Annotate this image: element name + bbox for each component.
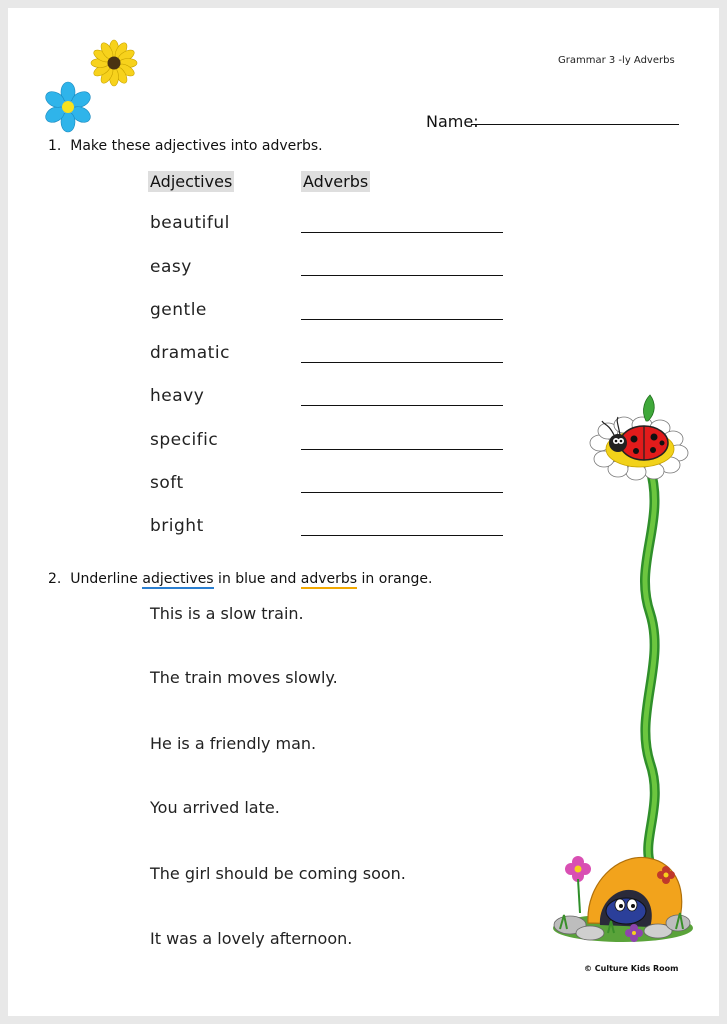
adverb-answer-line[interactable]: [301, 405, 503, 406]
adjective-word: heavy: [150, 386, 205, 406]
sentence-item[interactable]: He is a friendly man.: [150, 734, 317, 753]
question-2-text-part2: in blue and: [213, 571, 301, 587]
adjective-word: beautiful: [150, 213, 230, 233]
adjective-word: bright: [150, 516, 204, 536]
name-input-line[interactable]: [471, 124, 679, 125]
adverb-answer-line[interactable]: [301, 449, 503, 450]
adjective-word: soft: [150, 473, 184, 493]
question-1-text: Make these adjectives into adverbs.: [70, 138, 323, 154]
worksheet-title: Grammar 3 -ly Adverbs: [558, 55, 675, 66]
sentence-item[interactable]: It was a lovely afternoon.: [150, 929, 353, 948]
adjective-word: easy: [150, 257, 192, 277]
adverb-answer-line[interactable]: [301, 362, 503, 363]
question-2-number: 2.: [48, 571, 62, 587]
question-2-text-part1: Underline: [70, 571, 143, 587]
blue-flower-icon: [42, 81, 94, 133]
adjective-word: dramatic: [150, 343, 230, 363]
adverb-answer-line[interactable]: [301, 232, 503, 233]
adjectives-column-header: Adjectives: [150, 172, 233, 191]
adverb-answer-line[interactable]: [301, 492, 503, 493]
adverb-answer-line[interactable]: [301, 535, 503, 536]
adverbs-keyword: adverbs: [300, 571, 358, 587]
adverbs-column-header: Adverbs: [303, 172, 369, 191]
copyright-notice: © Culture Kids Room: [584, 964, 679, 973]
yellow-flower-icon: [90, 39, 138, 87]
adverb-answer-line[interactable]: [301, 275, 503, 276]
adjectives-keyword: adjectives: [142, 571, 214, 587]
name-label: Name:: [426, 112, 479, 131]
question-2-prompt: [48, 571, 432, 587]
question-1-prompt: [48, 138, 323, 154]
adjective-word: specific: [150, 430, 219, 450]
sentence-item[interactable]: This is a slow train.: [150, 604, 304, 623]
question-2-text-part3: in orange.: [357, 571, 433, 587]
adjective-word: gentle: [150, 300, 207, 320]
question-1-number: 1.: [48, 138, 62, 154]
sentence-item[interactable]: You arrived late.: [150, 798, 280, 817]
sentence-item[interactable]: The train moves slowly.: [150, 668, 338, 687]
adverb-answer-line[interactable]: [301, 319, 503, 320]
ladybug-flower-illustration: [538, 393, 708, 953]
sentence-item[interactable]: The girl should be coming soon.: [150, 864, 406, 883]
worksheet-page: [8, 8, 719, 1016]
